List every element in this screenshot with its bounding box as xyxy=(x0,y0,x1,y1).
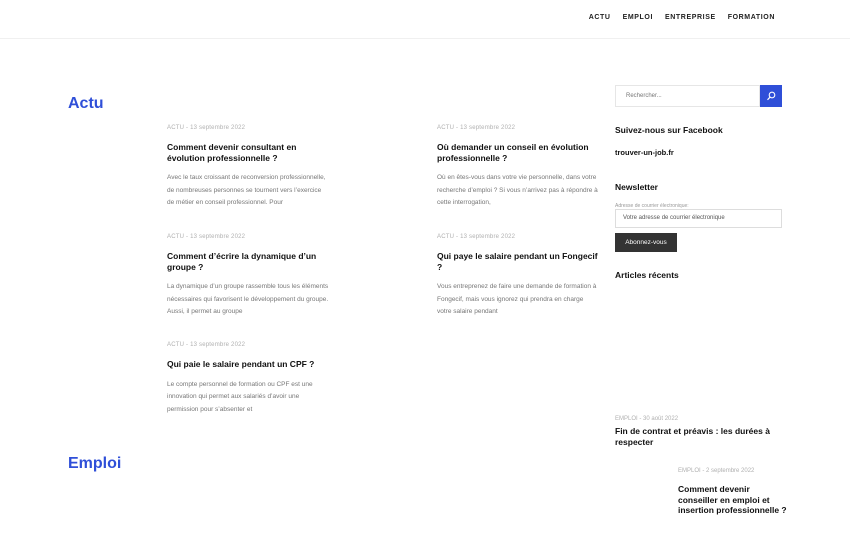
post-date: 2 septembre 2022 xyxy=(706,468,755,474)
recent-post-item xyxy=(615,416,785,447)
post-excerpt: La dynamique d’un groupe rassemble tous les éléments nécessaires qui favorisent le développement du groupe. Aussi, il permet au groupe xyxy=(167,283,329,315)
post-meta: ACTU - 13 septembre 2022 xyxy=(167,342,246,348)
facebook-widget-title: Suivez-nous sur Facebook xyxy=(615,125,723,135)
nav-item-formation[interactable]: FORMATION xyxy=(727,14,775,21)
post-excerpt: Vous entreprenez de faire une demande de formation à Fongecif, mais vous ignorez qui prendra en charge votre salaire pendant xyxy=(437,283,597,315)
post-meta: ACTU - 13 septembre 2022 xyxy=(437,125,516,131)
post-excerpt: Avec le taux croissant de reconversion professionnelle, de nombreuses personnes se tournent vers l’exercice de métier en conseil professionnel. Pour xyxy=(167,174,326,206)
section-title-emploi: Emploi xyxy=(68,455,122,472)
post-category[interactable]: EMPLOI xyxy=(615,416,638,422)
post-date: 13 septembre 2022 xyxy=(190,125,246,131)
post-category[interactable]: ACTU xyxy=(167,234,185,240)
post-title[interactable]: Qui paie le salaire pendant un CPF ? xyxy=(167,359,315,369)
post-excerpt: Le compte personnel de formation ou CPF est une innovation qui permet aux salariés d’avoir une permission pour s’absenter et xyxy=(167,380,313,413)
post-category[interactable]: ACTU xyxy=(437,125,455,131)
post-title[interactable]: Comment devenir consultant en évolution professionnelle ? xyxy=(167,142,297,163)
main-nav xyxy=(589,14,775,21)
post-meta: ACTU - 13 septembre 2022 xyxy=(167,125,246,131)
post-card xyxy=(437,234,599,319)
post-date: 13 septembre 2022 xyxy=(190,234,246,240)
nav-item-entreprise[interactable]: ENTREPRISE xyxy=(665,14,716,21)
post-category[interactable]: ACTU xyxy=(167,125,185,131)
post-meta: EMPLOI - 30 août 2022 xyxy=(615,416,679,422)
post-date: 30 août 2022 xyxy=(643,416,679,422)
search-icon xyxy=(766,91,776,101)
emploi-featured-post xyxy=(678,468,788,516)
post-title[interactable]: Comment devenir conseiller en emploi et insertion professionnelle ? xyxy=(678,484,787,515)
newsletter-subscribe-button[interactable]: Abonnez-vous xyxy=(615,233,677,252)
post-category[interactable]: ACTU xyxy=(167,342,185,348)
post-title[interactable]: Comment d’écrire la dynamique d’un groupe ? xyxy=(167,251,317,272)
search-input[interactable]: Rechercher... xyxy=(615,85,760,107)
top-bar xyxy=(0,0,850,39)
section-title-actu: Actu xyxy=(68,95,104,112)
post-meta: ACTU - 13 septembre 2022 xyxy=(437,234,516,240)
post-card xyxy=(437,125,599,210)
post-meta: EMPLOI - 2 septembre 2022 xyxy=(678,468,755,474)
post-title[interactable]: Qui paye le salaire pendant un Fongecif ? xyxy=(437,251,598,272)
post-card xyxy=(167,234,329,319)
post-card xyxy=(167,342,329,416)
newsletter-email-label: Adresse de courrier électronique: xyxy=(615,203,689,209)
post-title[interactable]: Fin de contrat et préavis : les durées à respecter xyxy=(615,426,770,447)
newsletter-widget-title: Newsletter xyxy=(615,182,658,192)
post-date: 13 septembre 2022 xyxy=(460,234,516,240)
nav-item-actu[interactable]: ACTU xyxy=(588,14,611,21)
post-category[interactable]: EMPLOI xyxy=(678,468,701,474)
nav-item-emploi[interactable]: EMPLOI xyxy=(622,14,653,21)
post-date: 13 septembre 2022 xyxy=(460,125,516,131)
post-meta: ACTU - 13 septembre 2022 xyxy=(167,234,246,240)
facebook-page-link[interactable]: trouver-un-job.fr xyxy=(615,148,674,157)
recent-posts-widget-title: Articles récents xyxy=(615,270,679,280)
newsletter-email-input[interactable]: Votre adresse de courrier électronique xyxy=(615,209,782,228)
post-card xyxy=(167,125,329,210)
post-date: 13 septembre 2022 xyxy=(190,342,246,348)
post-category[interactable]: ACTU xyxy=(437,234,455,240)
post-excerpt: Où en êtes-vous dans votre vie personnelle, dans votre recherche d’emploi ? Si vous n’arrivez pas à répondre à cette interrogation, xyxy=(437,174,598,206)
search-button[interactable] xyxy=(760,85,782,107)
post-title[interactable]: Où demander un conseil en évolution professionnelle ? xyxy=(437,142,589,163)
